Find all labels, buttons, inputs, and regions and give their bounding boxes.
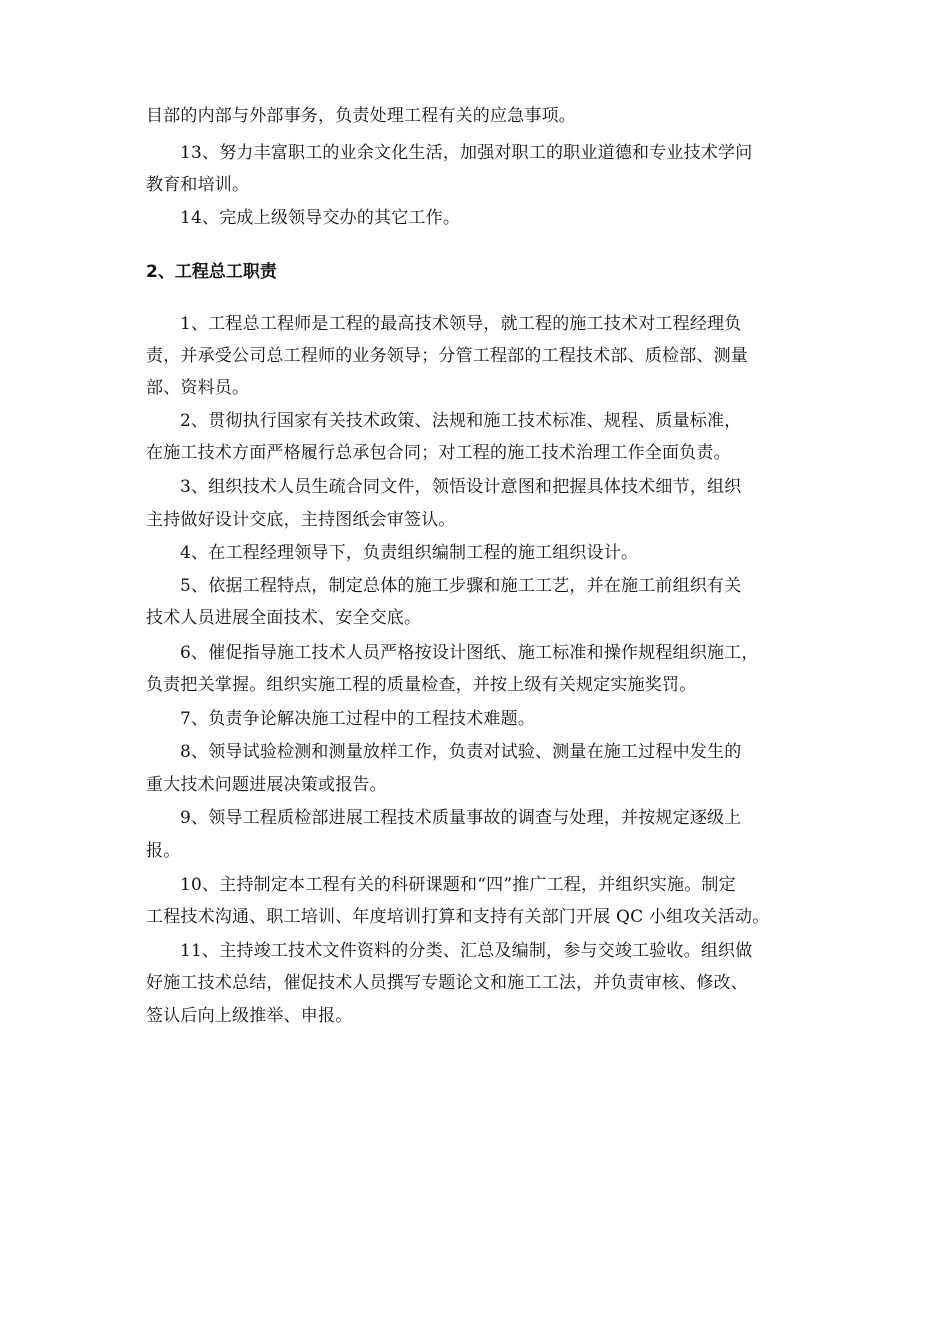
text-line: 6、催促指导施工技术人员严格按设计图纸、施工标准和操作规程组织施工，: [180, 643, 759, 663]
text-line: 工程技术沟通、职工培训、年度培训打算和支持有关部门开展 QC 小组攻关活动。: [146, 907, 770, 927]
text-line: 目部的内部与外部事务，负责处理工程有关的应急事项。: [146, 106, 576, 126]
text-line: 8、领导试验检测和测量放样工作，负责对试验、测量在施工过程中发生的: [180, 742, 742, 762]
text-line: 9、领导工程质检部进展工程技术质量事故的调查与处理，并按规定逐级上: [180, 808, 742, 828]
text-line: 13、努力丰富职工的业余文化生活，加强对职工的职业道德和专业技术学问: [180, 143, 753, 163]
text-line: 4、在工程经理领导下，负责组织编制工程的施工组织设计。: [180, 543, 639, 563]
text-line: 好施工技术总结，催促技术人员撰写专题论文和施工工法，并负责审核、修改、: [146, 973, 748, 993]
text-line: 在施工技术方面严格履行总承包合同；对工程的施工技术治理工作全面负责。: [146, 443, 731, 463]
text-line: 14、完成上级领导交办的其它工作。: [180, 208, 461, 228]
text-line: 报。: [146, 841, 181, 861]
text-line: 负责把关掌握。组织实施工程的质量检查，并按上级有关规定实施奖罚。: [146, 675, 697, 695]
text-line: 教育和培训。: [146, 175, 250, 195]
text-line: 10、主持制定本工程有关的科研课题和“四”推广工程，并组织实施。制定: [180, 875, 736, 895]
text-line: 重大技术问题进展决策或报告。: [146, 775, 387, 795]
text-line: 2、贯彻执行国家有关技术政策、法规和施工技术标准、规程、质量标准，: [180, 411, 742, 431]
text-line: 3、组织技术人员生疏合同文件，领悟设计意图和把握具体技术细节，组织: [180, 477, 742, 497]
text-line: 主持做好设计交底，主持图纸会审签认。: [146, 510, 456, 530]
text-line: 7、负责争论解决施工过程中的工程技术难题。: [180, 709, 536, 729]
text-line: 11、主持竣工技术文件资料的分类、汇总及编制，参与交竣工验收。组织做: [180, 941, 753, 961]
text-line: 1、工程总工程师是工程的最高技术领导，就工程的施工技术对工程经理负: [180, 314, 742, 334]
text-line: 5、依据工程特点，制定总体的施工步骤和施工工艺，并在施工前组织有关: [180, 576, 742, 596]
text-line: 部、资料员。: [146, 378, 250, 398]
text-line: 责，并承受公司总工程师的业务领导；分管工程部的工程技术部、质检部、测量: [146, 346, 748, 366]
text-line: 签认后向上级推举、申报。: [146, 1006, 353, 1026]
section-heading: 2、工程总工职责: [146, 262, 277, 282]
text-line: 技术人员进展全面技术、安全交底。: [146, 608, 422, 628]
